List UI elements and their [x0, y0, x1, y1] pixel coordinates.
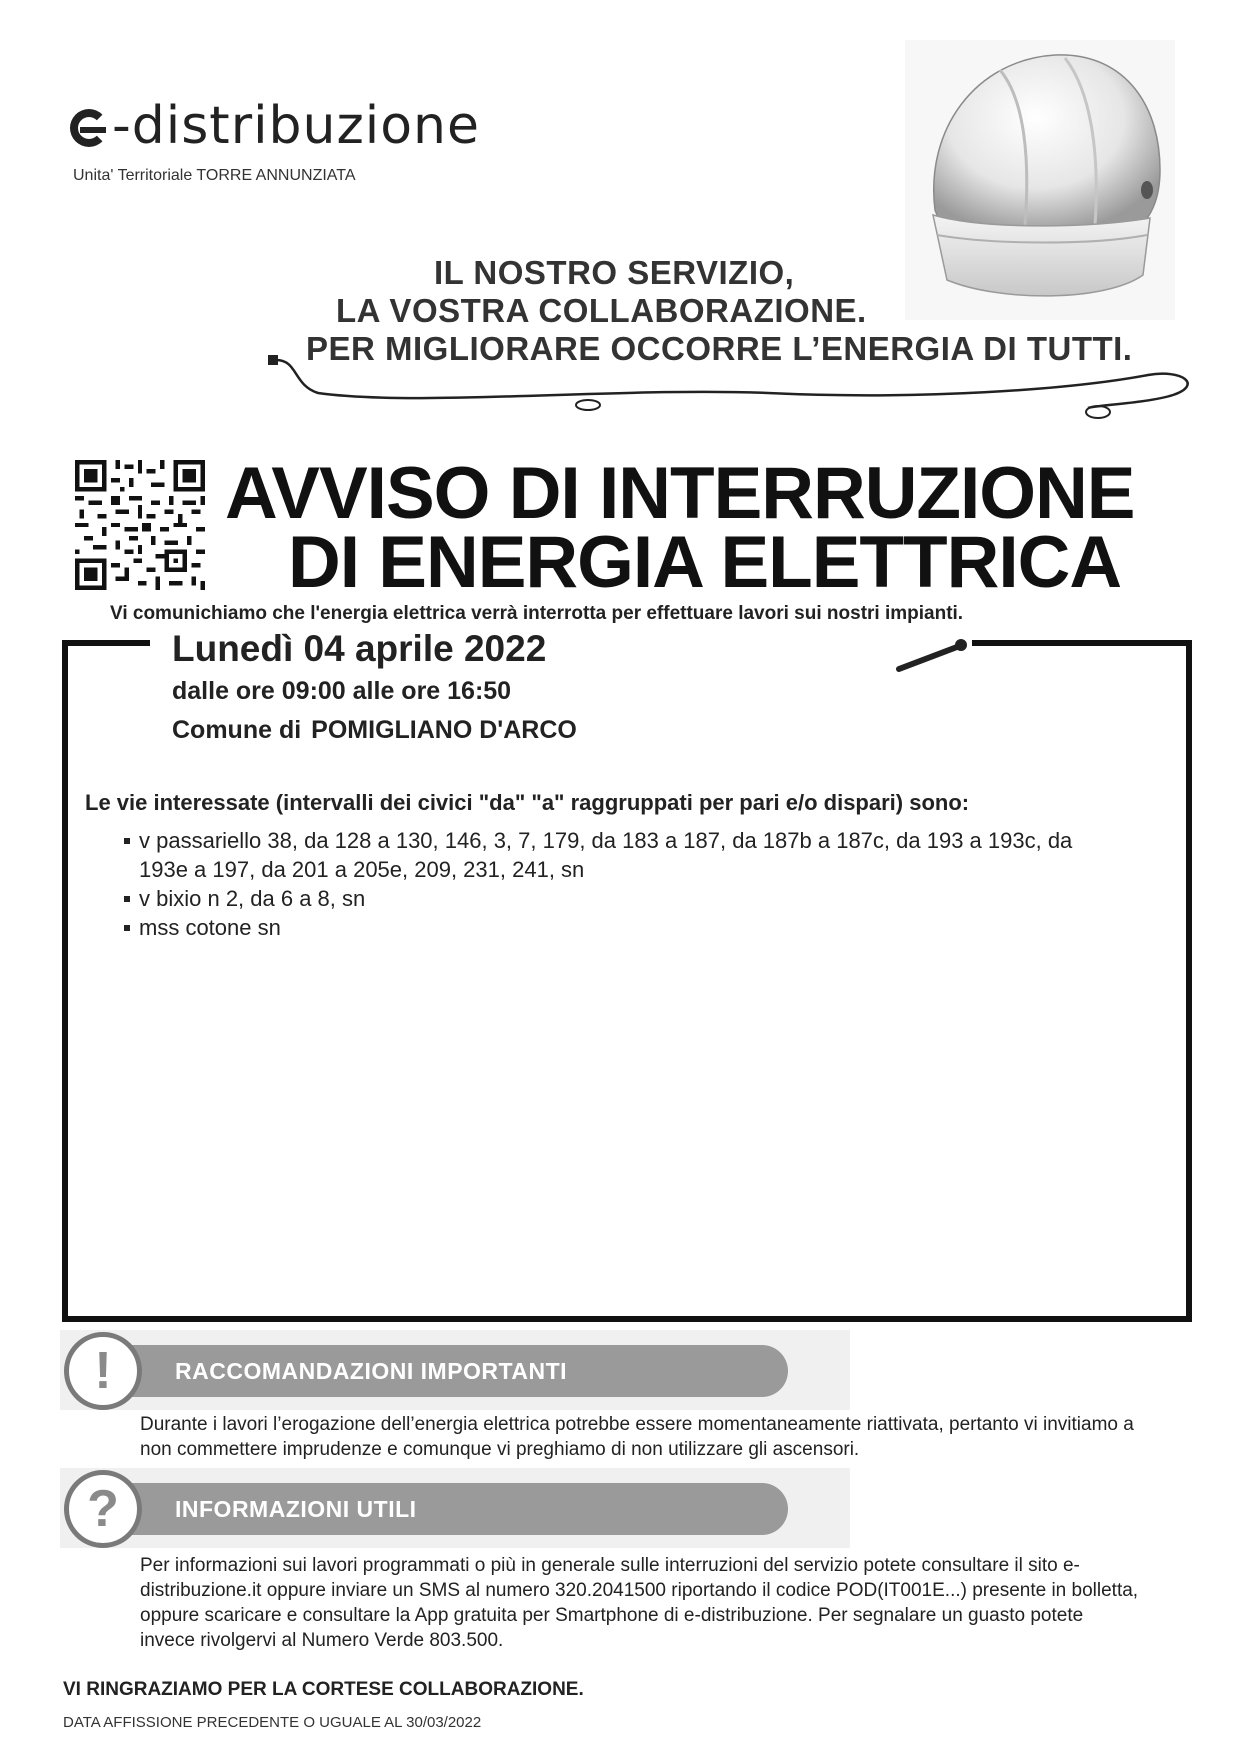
municipality: [172, 716, 577, 745]
territorial-unit: Unita' Territoriale TORRE ANNUNZIATA: [73, 167, 356, 184]
interruption-date: Lunedì 04 aprile 2022: [172, 628, 547, 669]
posting-date: DATA AFFISSIONE PRECEDENTE O UGUALE AL 30/03/2022: [63, 1714, 482, 1731]
thanks-text: VI RINGRAZIAMO PER LA CORTESE COLLABORAZIONE.: [63, 1679, 584, 1700]
info-label: INFORMAZIONI UTILI: [175, 1496, 417, 1522]
logo-text: -distribuzione: [112, 96, 480, 156]
streets-list: [122, 826, 1122, 942]
power-cable-plug-icon: [268, 345, 1203, 425]
safety-helmet-icon: [905, 40, 1175, 320]
slogan-line-1: IL NOSTRO SERVIZIO,: [434, 254, 795, 291]
interruption-hours: dalle ore 09:00 alle ore 16:50: [172, 677, 512, 705]
notice-title-line-2: DI ENERGIA ELETTRICA: [288, 522, 1122, 603]
exclamation-icon: !: [64, 1332, 142, 1410]
e-distribuzione-logo: [70, 96, 480, 156]
notice-title-line-1: AVVISO DI INTERRUZIONE: [225, 453, 1135, 534]
slogan-line-3: PER MIGLIORARE OCCORRE L’ENERGIA DI TUTTI.: [306, 330, 1133, 367]
street-item: v bixio n 2, da 6 a 8, sn: [122, 884, 1122, 913]
question-icon: ?: [64, 1470, 142, 1548]
marker-pen-icon: [895, 635, 975, 675]
recommendations-text: Durante i lavori l’erogazione dell’energia elettrica potrebbe essere momentaneamente riattivata, pertanto vi invitiamo a non commettere imprudenze e comunque vi preghiamo di non utilizzare gli ascensori.: [140, 1414, 1134, 1460]
info-text: Per informazioni sui lavori programmati o più in generale sulle interruzioni del servizio potete consultare il sito e-distribuzione.it oppure inviare un SMS al numero 320.2041500 riportando il codice POD(IT001E...) presente in bolletta, oppure scaricare e consultare la App gratuita per Smartphone di e-distribuzione. Per segnalare un guasto potete invece rivolgervi al Numero Verde 803.500.: [140, 1555, 1139, 1651]
recommendations-label: RACCOMANDAZIONI IMPORTANTI: [175, 1358, 568, 1384]
qr-code[interactable]: [75, 460, 205, 590]
municipality-name: POMIGLIANO D'ARCO: [311, 716, 577, 744]
streets-heading: Le vie interessate (intervalli dei civici "da" "a" raggruppati per pari e/o dispari) sono:: [85, 790, 970, 815]
municipality-label: Comune di: [172, 716, 302, 744]
logo-e-mark-icon: [70, 109, 108, 147]
intro-text: Vi comunichiamo che l'energia elettrica verrà interrotta per effettuare lavori sui nostri impianti.: [110, 603, 964, 624]
slogan-line-2: LA VOSTRA COLLABORAZIONE.: [336, 292, 867, 329]
street-item: v passariello 38, da 128 a 130, 146, 3, 7, 179, da 183 a 187, da 187b a 187c, da 193 a 193c, da 193e a 197, da 201 a 205e, 209, 231, 241, sn: [122, 826, 1122, 884]
street-item: mss cotone sn: [122, 913, 1122, 942]
